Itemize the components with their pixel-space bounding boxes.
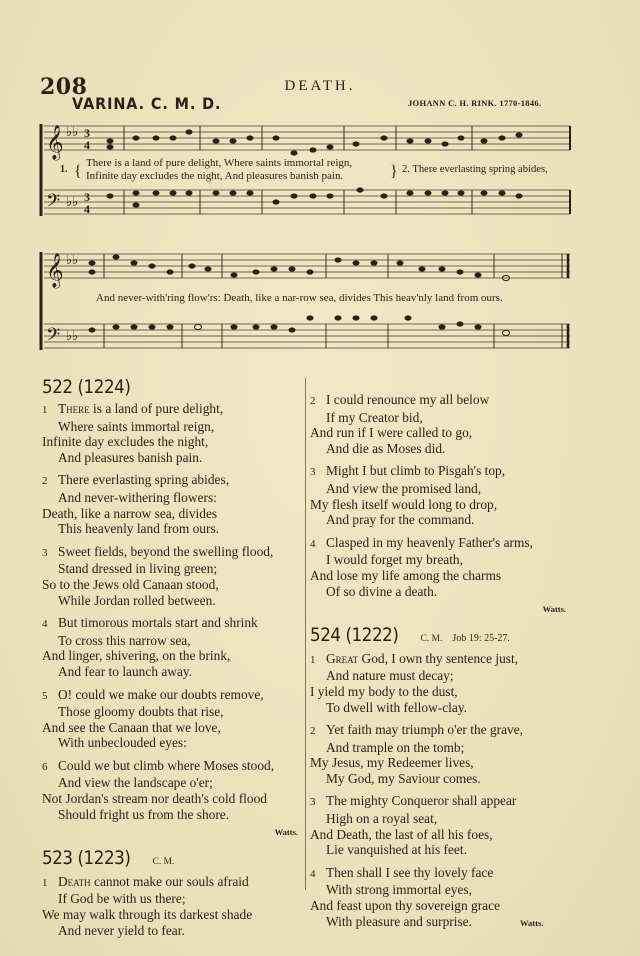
scripture-reference: Job 19: 25-27. (452, 632, 510, 644)
svg-text:3: 3 (84, 126, 90, 140)
author-credit: Watts. (542, 604, 566, 615)
tune-name: VARINA. C. M. D. (72, 94, 222, 113)
verse-marker: 1. (60, 164, 68, 175)
column-divider (305, 378, 306, 890)
music-system-2 (38, 246, 578, 362)
lyric-line: And never-with'ring flow'rs: Death, like a nar-row sea, divides This heav'nly land from ours. (96, 292, 503, 304)
brace-open: { (74, 163, 82, 180)
right-column (310, 392, 572, 936)
hymn-524-stanza-1: 1 Great God, I own thy sentence just, And nature must decay; I yield my body to the dust, To dwell with fellow-clay. (310, 650, 519, 715)
meter-label: C. M. (420, 633, 443, 644)
hymn-524-stanza-3: 3 The mighty Conqueror shall appear High on a royal seat, And Death, the last of all his foes, Lie vanquished at his feet. (310, 793, 517, 858)
hymn-522-stanza-1: 1 There is a land of pure delight, Where saints immortal reign, Infinite day excludes the night, And pleasures banish pain. (42, 401, 224, 465)
hymn-523-stanza-2: 2 I could renounce my all below If my Creator bid, And run if I were called to go, And die as Moses did. (310, 392, 490, 456)
svg-text:4: 4 (84, 202, 90, 216)
composer-credit: JOHANN C. H. RINK. 1770-1846. (408, 98, 542, 108)
hymn-523-stanza-1: 1 Death cannot make our souls afraid If God be with us there; We may walk through its darkest shade And never yield to fear. (42, 873, 253, 938)
hymn-523-stanza-3: 3 Might I but climb to Pisgah's top, And view the promised land, My flesh itself would long to drop, And pray for the command. (310, 463, 506, 528)
treble-clef-icon: 𝄞 (46, 253, 64, 288)
hymn-522-stanza-6: 6 Could we but climb where Moses stood, And view the landscape o'er; Not Jordan's stream nor death's cold flood Should fright us from the shore. (42, 757, 275, 822)
svg-text:♭♭: ♭♭ (66, 194, 79, 209)
svg-text:♭♭: ♭♭ (66, 252, 79, 267)
hymn-524-stanza-2: 2 Yet faith may triumph o'er the grave, And trample on the tomb; My Jesus, my Redeemer lives, My God, my Saviour comes. (310, 722, 524, 786)
hymn-522-stanza-5: 5 O! could we make our doubts remove, Those gloomy doubts that rise, And see the Canaan that we love, With unbeclouded eyes: (42, 686, 264, 751)
lyric-line-right: 2. There everlasting spring abides, (402, 164, 548, 175)
lyric-line-top: There is a land of pure delight, Where saints immortal reign, (86, 157, 353, 169)
bass-clef-icon: 𝄢 (46, 325, 61, 350)
music-system-1 (38, 116, 578, 226)
bass-clef-icon: 𝄢 (46, 191, 61, 216)
hymn-524-header (310, 624, 572, 650)
page-number: 208 (40, 74, 88, 100)
author-credit: Watts. (274, 827, 298, 838)
author-credit: Watts. (520, 917, 544, 928)
svg-text:♭♭: ♭♭ (66, 328, 79, 343)
hymn-number: 522 (1224) (42, 376, 131, 398)
hymn-523-stanza-4: 4 Clasped in my heavenly Father's arms, I would forget my breath, And lose my life among the charms Of so divine a death. (310, 534, 533, 599)
hymn-522-header (42, 376, 304, 400)
treble-clef-icon: 𝄞 (46, 125, 64, 160)
lyric-line-bottom: Infinite day excludes the night, And pleasures banish pain. (86, 170, 344, 182)
hymn-524-stanza-4: 4 Then shall I see thy lovely face With strong immortal eyes, And feast upon thy sovereign grace With pleasure and surprise. Watts. (310, 865, 572, 929)
hymn-number: 524 (1222) (310, 623, 399, 646)
meter-label: C. M. (152, 856, 175, 867)
svg-text:♭♭: ♭♭ (66, 124, 79, 139)
hymn-522-stanza-4: 4 But timorous mortals start and shrink To cross this narrow sea, And linger, shivering, on the brink, And fear to launch away. (42, 615, 258, 679)
hymn-523-header (42, 847, 304, 873)
staff-notation-2 (38, 246, 578, 362)
brace-close: } (390, 163, 398, 180)
hymn-number: 523 (1223) (42, 846, 131, 869)
hymn-522-stanza-2: 2 There everlasting spring abides, And never-withering flowers: Death, like a narrow sea, divides This heavenly land from ours. (42, 472, 230, 537)
hymn-522-stanza-3: 3 Sweet fields, beyond the swelling flood, Stand dressed in living green; So to the Jews old Canaan stood, While Jordan rolled between. (42, 543, 274, 608)
svg-text:4: 4 (84, 138, 90, 152)
svg-text:3: 3 (84, 190, 90, 204)
left-column (42, 372, 304, 945)
running-head: DEATH. (284, 78, 356, 94)
